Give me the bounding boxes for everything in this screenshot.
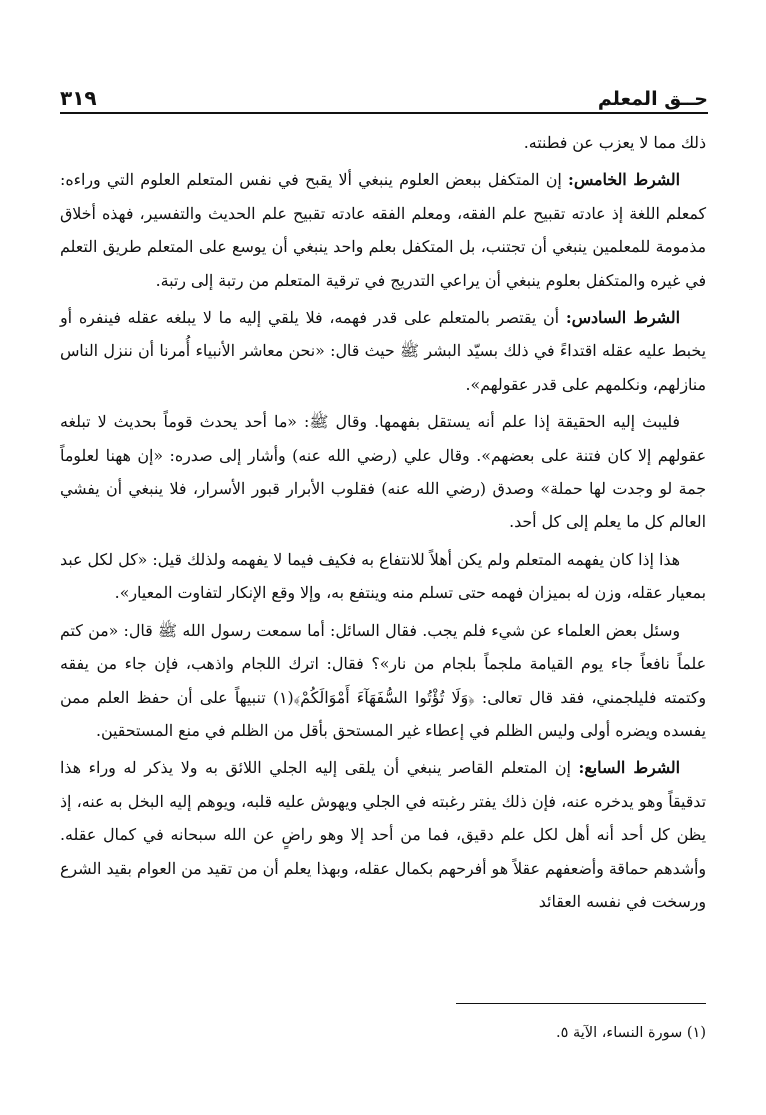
paragraph bbox=[60, 301, 706, 401]
paragraph-text: إن المتعلم القاصر ينبغي أن يلقى إليه الجلي اللائق به ولا يذكر له وراء هذا تدقيقاً وهو يدخره عنه، فإن ذلك يفتر رغبته في الجلي ويهوش عليه قلبه، ويوهم إليه البخل به عنه، إذ يظن كل أحد أنه أهل لكل علم دقيق، فما من أحد إلا وهو راضٍ عن الله سبحانه في كمال عقله. وأشدهم حماقة وأضعفهم عقلاً هو أفرحهم بكمال عقله، وبهذا يعلم أن من تقيد من العوام بقيد الشرع ورسخت في نفسه العقائد bbox=[60, 758, 706, 911]
body-text bbox=[60, 126, 706, 922]
running-title: حــق المعلم bbox=[597, 88, 708, 110]
condition-heading: الشرط السادس: bbox=[565, 308, 680, 328]
page-number: ٣١٩ bbox=[60, 86, 97, 110]
paragraph-text: إن المتكفل ببعض العلوم ينبغي ألا يقبح في نفس المتعلم العلوم التي وراءه: كمعلم اللغة إذ عادته تقبيح علم الفقه، ومعلم الفقه عادته تقبيح علم الحديث والتفسير، فهذه أخلاق مذمومة للمعلمين ينبغي أن تجتنب، بل المتكفل بعلم واحد ينبغي أن يوسع على المتعلم طريق التعلم في غيره والمتكفل بعلوم ينبغي أن يراعي التدريج في ترقية المتعلم من رتبة إلى رتبة. bbox=[60, 170, 706, 290]
paragraph-text: أن يقتصر بالمتعلم على قدر فهمه، فلا يلقي إليه ما لا يبلغه عقله فينفره أو يخبط عليه عقله اقتداءً في ذلك بسيّد البشر ﷺ حيث قال: «نحن معاشر الأنبياء أُمرنا أن ننزل الناس منازلهم، ونكلمهم على قدر عقولهم». bbox=[60, 308, 706, 394]
paragraph-text: فليبث إليه الحقيقة إذا علم أنه يستقل بفهمها. وقال ﷺ: «ما أحد يحدث قوماً بحديث لا تبلغه عقولهم إلا كان فتنة على بعضهم». وقال علي (رضي الله عنه) وأشار إلى صدره: «إن ههنا لعلوماً جمة لو وجدت لها حملة» وصدق (رضي الله عنه) فقلوب الأبرار قبور الأسرار، فلا ينبغي أن يفشي العالم كل ما يعلم إلى كل أحد. bbox=[60, 412, 706, 532]
paragraph-text: هذا إذا كان يفهمه المتعلم ولم يكن أهلاً للانتفاع به فكيف فيما لا يفهمه ولذلك قيل: «كل لكل عبد بمعيار عقله، وزن له بميزان فهمه حتى تسلم منه وينتفع به، وإلا وقع الإنكار لتفاوت المعيار». bbox=[60, 549, 706, 603]
paragraph bbox=[60, 751, 706, 918]
condition-heading: الشرط الخامس: bbox=[568, 170, 680, 190]
paragraph bbox=[60, 614, 706, 748]
condition-heading: الشرط السابع: bbox=[578, 758, 680, 778]
page-header bbox=[60, 78, 708, 114]
paragraph bbox=[60, 126, 706, 159]
footnote: (١) سورة النساء، الآية ٥. bbox=[556, 1025, 706, 1041]
footnote-divider bbox=[456, 1003, 706, 1004]
paragraph-text: وسئل بعض العلماء عن شيء فلم يجب. فقال السائل: أما سمعت رسول الله ﷺ قال: «من كتم علماً نافعاً جاء يوم القيامة ملجماً بلجام من نار»؟ فقال: اترك اللجام واذهب، فإن جاء من يفقه وكتمته فليلجمني، فقد قال تعالى: ﴿وَلَا تُؤْتُوا السُّفَهَآءَ أَمْوَالَكُمْ﴾(١) تنبيهاً على أن حفظ العلم ممن يفسده ويضره أولى وليس الظلم في إعطاء غير المستحق بأقل من الظلم في منع المستحقين. bbox=[60, 620, 706, 740]
paragraph bbox=[60, 543, 706, 610]
paragraph bbox=[60, 163, 706, 297]
paragraph-text: ذلك مما لا يعزب عن فطنته. bbox=[523, 133, 706, 152]
paragraph bbox=[60, 405, 706, 539]
